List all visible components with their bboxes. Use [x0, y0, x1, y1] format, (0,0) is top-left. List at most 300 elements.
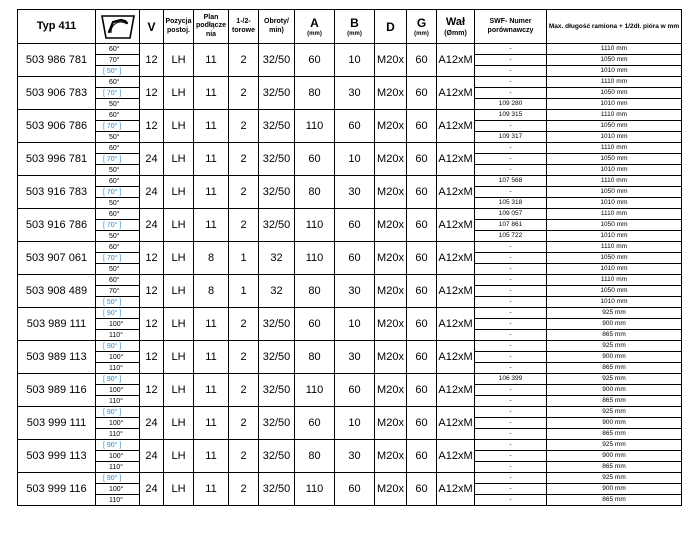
parking-position-cell: LH: [164, 44, 194, 77]
rpm-cell: 32: [259, 275, 295, 308]
swf-number-cell: -: [475, 88, 547, 99]
dimension-a-cell: 110: [295, 242, 335, 275]
wipe-angle: 70°: [96, 55, 140, 66]
max-length-cell: 1010 mm: [547, 264, 682, 275]
dimension-b-cell: 10: [335, 44, 375, 77]
connection-plan-cell: 11: [194, 473, 229, 506]
wipe-angle: 60°: [96, 176, 140, 187]
track-count-cell: 2: [229, 176, 259, 209]
wipe-angle-highlighted: [ 50° ]: [96, 297, 140, 308]
wipe-angle: 110°: [96, 330, 140, 341]
max-length-cell: 1010 mm: [547, 66, 682, 77]
model-number-cell: 503 999 116: [18, 473, 96, 506]
connection-plan-cell: 11: [194, 110, 229, 143]
model-number-cell: 503 907 061: [18, 242, 96, 275]
swf-number-cell: -: [475, 121, 547, 132]
model-number-cell: 503 989 111: [18, 308, 96, 341]
swf-number-cell: -: [475, 407, 547, 418]
thread-d-cell: M20x: [375, 77, 407, 110]
track-count-cell: 2: [229, 110, 259, 143]
dimension-g-cell: 60: [407, 143, 437, 176]
track-count-cell: 2: [229, 308, 259, 341]
header-wal: [437, 10, 475, 44]
track-count-cell: 2: [229, 341, 259, 374]
max-length-cell: 1050 mm: [547, 286, 682, 297]
voltage-cell: 24: [140, 473, 164, 506]
max-length-cell: 925 mm: [547, 341, 682, 352]
thread-d-cell: M20x: [375, 44, 407, 77]
voltage-cell: 24: [140, 143, 164, 176]
max-length-cell: 1110 mm: [547, 110, 682, 121]
track-count-cell: 1: [229, 242, 259, 275]
swf-number-cell: -: [475, 55, 547, 66]
wipe-angle-highlighted: [ 70° ]: [96, 253, 140, 264]
rpm-cell: 32/50: [259, 143, 295, 176]
max-length-cell: 900 mm: [547, 484, 682, 495]
thread-d-cell: M20x: [375, 473, 407, 506]
shaft-cell: A12xM: [437, 341, 475, 374]
track-count-cell: 2: [229, 374, 259, 407]
dimension-g-cell: 60: [407, 341, 437, 374]
parking-position-cell: LH: [164, 77, 194, 110]
rpm-cell: 32: [259, 242, 295, 275]
header-obroty: Obroty/ min): [259, 10, 295, 44]
connection-plan-cell: 11: [194, 440, 229, 473]
max-length-cell: 1110 mm: [547, 176, 682, 187]
model-number-cell: 503 989 116: [18, 374, 96, 407]
dimension-g-cell: 60: [407, 77, 437, 110]
shaft-cell: A12xM: [437, 110, 475, 143]
rpm-cell: 32/50: [259, 209, 295, 242]
shaft-cell: A12xM: [437, 209, 475, 242]
dimension-g-cell: 60: [407, 473, 437, 506]
model-number-cell: 503 908 489: [18, 275, 96, 308]
dimension-b-cell: 30: [335, 77, 375, 110]
max-length-cell: 925 mm: [547, 308, 682, 319]
wipe-angle: 50°: [96, 198, 140, 209]
swf-number-cell: 109 057: [475, 209, 547, 220]
swf-number-cell: -: [475, 330, 547, 341]
max-length-cell: 865 mm: [547, 429, 682, 440]
parking-position-cell: LH: [164, 209, 194, 242]
swf-number-cell: -: [475, 308, 547, 319]
voltage-cell: 24: [140, 176, 164, 209]
max-length-cell: 1050 mm: [547, 154, 682, 165]
dimension-a-cell: 60: [295, 44, 335, 77]
swf-number-cell: -: [475, 242, 547, 253]
max-length-cell: 1110 mm: [547, 209, 682, 220]
header-plan: Plan podłącze nia: [194, 10, 229, 44]
max-length-cell: 1110 mm: [547, 44, 682, 55]
voltage-cell: 12: [140, 341, 164, 374]
dimension-b-cell: 60: [335, 110, 375, 143]
spec-table: [17, 9, 682, 506]
track-count-cell: 2: [229, 44, 259, 77]
voltage-cell: 12: [140, 110, 164, 143]
thread-d-cell: M20x: [375, 341, 407, 374]
max-length-cell: 900 mm: [547, 451, 682, 462]
swf-number-cell: 109 315: [475, 110, 547, 121]
wipe-angle-highlighted: [ 50° ]: [96, 66, 140, 77]
wipe-angle: 60°: [96, 242, 140, 253]
max-length-cell: 1050 mm: [547, 220, 682, 231]
model-number-cell: 503 916 786: [18, 209, 96, 242]
swf-number-cell: 105 318: [475, 198, 547, 209]
table-row: [18, 143, 682, 154]
track-count-cell: 2: [229, 473, 259, 506]
wipe-angle: 60°: [96, 77, 140, 88]
dimension-g-cell: 60: [407, 242, 437, 275]
track-count-cell: 2: [229, 143, 259, 176]
shaft-cell: A12xM: [437, 275, 475, 308]
wipe-angle: 50°: [96, 165, 140, 176]
table-row: [18, 440, 682, 451]
connection-plan-cell: 11: [194, 374, 229, 407]
shaft-cell: A12xM: [437, 374, 475, 407]
table-row: [18, 176, 682, 187]
table-row: [18, 209, 682, 220]
dimension-a-cell: 80: [295, 176, 335, 209]
max-length-cell: 925 mm: [547, 407, 682, 418]
voltage-cell: 24: [140, 440, 164, 473]
max-length-cell: 925 mm: [547, 473, 682, 484]
max-length-cell: 1050 mm: [547, 88, 682, 99]
max-length-cell: 865 mm: [547, 396, 682, 407]
parking-position-cell: LH: [164, 374, 194, 407]
max-length-cell: 1110 mm: [547, 275, 682, 286]
rpm-cell: 32/50: [259, 374, 295, 407]
dimension-a-cell: 60: [295, 308, 335, 341]
header-b: [335, 10, 375, 44]
header-b-unit: (mm): [347, 30, 362, 37]
dimension-g-cell: 60: [407, 308, 437, 341]
swf-number-cell: -: [475, 165, 547, 176]
header-g-unit: (mm): [414, 30, 429, 37]
max-length-cell: 865 mm: [547, 330, 682, 341]
rpm-cell: 32/50: [259, 407, 295, 440]
wipe-angle-highlighted: [ 70° ]: [96, 88, 140, 99]
swf-number-cell: 107 568: [475, 176, 547, 187]
shaft-cell: A12xM: [437, 242, 475, 275]
max-length-cell: 925 mm: [547, 440, 682, 451]
dimension-g-cell: 60: [407, 440, 437, 473]
swf-number-cell: -: [475, 264, 547, 275]
thread-d-cell: M20x: [375, 308, 407, 341]
connection-plan-cell: 8: [194, 275, 229, 308]
shaft-cell: A12xM: [437, 440, 475, 473]
swf-number-cell: -: [475, 418, 547, 429]
parking-position-cell: LH: [164, 308, 194, 341]
swf-number-cell: 107 861: [475, 220, 547, 231]
max-length-cell: 900 mm: [547, 319, 682, 330]
table-row: [18, 473, 682, 484]
header-g: [407, 10, 437, 44]
wipe-angle-highlighted: [ 90° ]: [96, 473, 140, 484]
wipe-angle-highlighted: [ 70° ]: [96, 187, 140, 198]
swf-number-cell: 109 317: [475, 132, 547, 143]
header-torowe: 1-/2- torowe: [229, 10, 259, 44]
parking-position-cell: LH: [164, 242, 194, 275]
connection-plan-cell: 11: [194, 176, 229, 209]
header-swf: SWF- Numer porównawczy: [475, 10, 547, 44]
header-max-length: Max. długość ramiona + 1/2dł. pióra w mm: [547, 10, 682, 44]
dimension-g-cell: 60: [407, 110, 437, 143]
swf-number-cell: -: [475, 154, 547, 165]
wipe-angle: 100°: [96, 418, 140, 429]
track-count-cell: 2: [229, 77, 259, 110]
table-row: [18, 374, 682, 385]
swf-number-cell: -: [475, 484, 547, 495]
model-number-cell: 503 999 111: [18, 407, 96, 440]
dimension-b-cell: 30: [335, 176, 375, 209]
dimension-a-cell: 80: [295, 275, 335, 308]
model-number-cell: 503 999 113: [18, 440, 96, 473]
table-row: [18, 77, 682, 88]
dimension-a-cell: 80: [295, 341, 335, 374]
connection-plan-cell: 11: [194, 308, 229, 341]
thread-d-cell: M20x: [375, 440, 407, 473]
track-count-cell: 2: [229, 209, 259, 242]
rpm-cell: 32/50: [259, 77, 295, 110]
wipe-angle: 110°: [96, 429, 140, 440]
voltage-cell: 24: [140, 407, 164, 440]
max-length-cell: 925 mm: [547, 374, 682, 385]
dimension-b-cell: 10: [335, 308, 375, 341]
header-wal-label: Wał: [445, 15, 466, 28]
max-length-cell: 900 mm: [547, 352, 682, 363]
swf-number-cell: -: [475, 462, 547, 473]
model-number-cell: 503 906 786: [18, 110, 96, 143]
header-a-unit: (mm): [307, 30, 322, 37]
connection-plan-cell: 11: [194, 209, 229, 242]
model-number-cell: 503 906 783: [18, 77, 96, 110]
shaft-cell: A12xM: [437, 176, 475, 209]
rpm-cell: 32/50: [259, 308, 295, 341]
model-number-cell: 503 989 113: [18, 341, 96, 374]
header-a: [295, 10, 335, 44]
wipe-angle: 60°: [96, 275, 140, 286]
swf-number-cell: -: [475, 286, 547, 297]
swf-number-cell: -: [475, 396, 547, 407]
model-number-cell: 503 996 781: [18, 143, 96, 176]
rpm-cell: 32/50: [259, 440, 295, 473]
swf-number-cell: -: [475, 143, 547, 154]
swf-number-cell: -: [475, 385, 547, 396]
wiper-symbol-icon: [96, 10, 140, 44]
wipe-angle: 100°: [96, 319, 140, 330]
dimension-a-cell: 110: [295, 110, 335, 143]
wipe-angle: 100°: [96, 451, 140, 462]
parking-position-cell: LH: [164, 473, 194, 506]
max-length-cell: 1010 mm: [547, 99, 682, 110]
max-length-cell: 900 mm: [547, 385, 682, 396]
table-row: [18, 275, 682, 286]
thread-d-cell: M20x: [375, 407, 407, 440]
wipe-angle: 100°: [96, 352, 140, 363]
wipe-angle: 60°: [96, 209, 140, 220]
thread-d-cell: M20x: [375, 143, 407, 176]
max-length-cell: 865 mm: [547, 363, 682, 374]
dimension-b-cell: 60: [335, 473, 375, 506]
max-length-cell: 1050 mm: [547, 253, 682, 264]
track-count-cell: 2: [229, 440, 259, 473]
shaft-cell: A12xM: [437, 407, 475, 440]
max-length-cell: 1010 mm: [547, 231, 682, 242]
wipe-angle-highlighted: [ 90° ]: [96, 407, 140, 418]
dimension-b-cell: 60: [335, 209, 375, 242]
track-count-cell: 1: [229, 275, 259, 308]
dimension-g-cell: 60: [407, 407, 437, 440]
header-pozycja: Pozycja postoj.: [164, 10, 194, 44]
dimension-g-cell: 60: [407, 209, 437, 242]
connection-plan-cell: 11: [194, 77, 229, 110]
rpm-cell: 32/50: [259, 341, 295, 374]
dimension-a-cell: 60: [295, 407, 335, 440]
shaft-cell: A12xM: [437, 143, 475, 176]
dimension-a-cell: 110: [295, 209, 335, 242]
thread-d-cell: M20x: [375, 242, 407, 275]
table-row: [18, 110, 682, 121]
parking-position-cell: LH: [164, 341, 194, 374]
wipe-angle: 50°: [96, 99, 140, 110]
motor-spec-sheet: [17, 9, 682, 506]
max-length-cell: 865 mm: [547, 495, 682, 506]
max-length-cell: 1110 mm: [547, 143, 682, 154]
swf-number-cell: -: [475, 473, 547, 484]
table-row: [18, 242, 682, 253]
table-body: [18, 44, 682, 506]
swf-number-cell: -: [475, 341, 547, 352]
header-a-label: A: [310, 15, 319, 30]
swf-number-cell: -: [475, 187, 547, 198]
shaft-cell: A12xM: [437, 77, 475, 110]
shaft-cell: A12xM: [437, 308, 475, 341]
wipe-angle-highlighted: [ 90° ]: [96, 374, 140, 385]
max-length-cell: 1110 mm: [547, 242, 682, 253]
dimension-g-cell: 60: [407, 176, 437, 209]
connection-plan-cell: 11: [194, 44, 229, 77]
swf-number-cell: -: [475, 440, 547, 451]
rpm-cell: 32/50: [259, 176, 295, 209]
swf-number-cell: 106 399: [475, 374, 547, 385]
swf-number-cell: -: [475, 66, 547, 77]
swf-number-cell: -: [475, 253, 547, 264]
wipe-angle: 100°: [96, 385, 140, 396]
parking-position-cell: LH: [164, 407, 194, 440]
swf-number-cell: -: [475, 363, 547, 374]
parking-position-cell: LH: [164, 176, 194, 209]
dimension-a-cell: 80: [295, 440, 335, 473]
model-number-cell: 503 986 781: [18, 44, 96, 77]
voltage-cell: 12: [140, 77, 164, 110]
dimension-a-cell: 60: [295, 143, 335, 176]
parking-position-cell: LH: [164, 143, 194, 176]
thread-d-cell: M20x: [375, 176, 407, 209]
wipe-angle: 50°: [96, 264, 140, 275]
track-count-cell: 2: [229, 407, 259, 440]
wipe-angle: 100°: [96, 484, 140, 495]
dimension-b-cell: 30: [335, 341, 375, 374]
swf-number-cell: -: [475, 77, 547, 88]
max-length-cell: 1110 mm: [547, 77, 682, 88]
voltage-cell: 12: [140, 44, 164, 77]
header-v: V: [140, 10, 164, 44]
wipe-angle-highlighted: [ 70° ]: [96, 121, 140, 132]
dimension-g-cell: 60: [407, 374, 437, 407]
dimension-b-cell: 60: [335, 242, 375, 275]
swf-number-cell: -: [475, 429, 547, 440]
swf-number-cell: 109 280: [475, 99, 547, 110]
voltage-cell: 24: [140, 209, 164, 242]
dimension-g-cell: 60: [407, 44, 437, 77]
table-row: [18, 308, 682, 319]
model-number-cell: 503 916 783: [18, 176, 96, 209]
shaft-cell: A12xM: [437, 473, 475, 506]
voltage-cell: 12: [140, 374, 164, 407]
max-length-cell: 1050 mm: [547, 55, 682, 66]
dimension-g-cell: 60: [407, 275, 437, 308]
rpm-cell: 32/50: [259, 473, 295, 506]
wipe-angle: 60°: [96, 44, 140, 55]
thread-d-cell: M20x: [375, 275, 407, 308]
wipe-angle-highlighted: [ 70° ]: [96, 220, 140, 231]
max-length-cell: 1010 mm: [547, 198, 682, 209]
swf-number-cell: -: [475, 319, 547, 330]
thread-d-cell: M20x: [375, 110, 407, 143]
max-length-cell: 1050 mm: [547, 187, 682, 198]
wipe-angle: 110°: [96, 396, 140, 407]
wipe-angle-highlighted: [ 90° ]: [96, 341, 140, 352]
dimension-a-cell: 110: [295, 374, 335, 407]
max-length-cell: 865 mm: [547, 462, 682, 473]
swf-number-cell: -: [475, 352, 547, 363]
thread-d-cell: M20x: [375, 209, 407, 242]
connection-plan-cell: 8: [194, 242, 229, 275]
thread-d-cell: M20x: [375, 374, 407, 407]
header-b-label: B: [350, 15, 359, 30]
wipe-angle: 110°: [96, 495, 140, 506]
dimension-b-cell: 10: [335, 407, 375, 440]
header-wal-unit: (Ømm): [444, 29, 467, 37]
wipe-angle: 60°: [96, 110, 140, 121]
wipe-angle: 60°: [96, 143, 140, 154]
dimension-b-cell: 10: [335, 143, 375, 176]
parking-position-cell: LH: [164, 275, 194, 308]
parking-position-cell: LH: [164, 440, 194, 473]
header-d: D: [375, 10, 407, 44]
wipe-angle: 110°: [96, 462, 140, 473]
table-row: [18, 341, 682, 352]
max-length-cell: 900 mm: [547, 418, 682, 429]
voltage-cell: 12: [140, 242, 164, 275]
table-row: [18, 44, 682, 55]
swf-number-cell: -: [475, 451, 547, 462]
wipe-angle: 110°: [96, 363, 140, 374]
connection-plan-cell: 11: [194, 341, 229, 374]
wipe-angle: 70°: [96, 286, 140, 297]
max-length-cell: 1050 mm: [547, 121, 682, 132]
swf-number-cell: -: [475, 495, 547, 506]
max-length-cell: 1010 mm: [547, 132, 682, 143]
wipe-angle: 50°: [96, 132, 140, 143]
wipe-angle-highlighted: [ 90° ]: [96, 440, 140, 451]
swf-number-cell: -: [475, 297, 547, 308]
header-g-label: G: [416, 15, 427, 30]
connection-plan-cell: 11: [194, 407, 229, 440]
dimension-a-cell: 80: [295, 77, 335, 110]
connection-plan-cell: 11: [194, 143, 229, 176]
shaft-cell: A12xM: [437, 44, 475, 77]
